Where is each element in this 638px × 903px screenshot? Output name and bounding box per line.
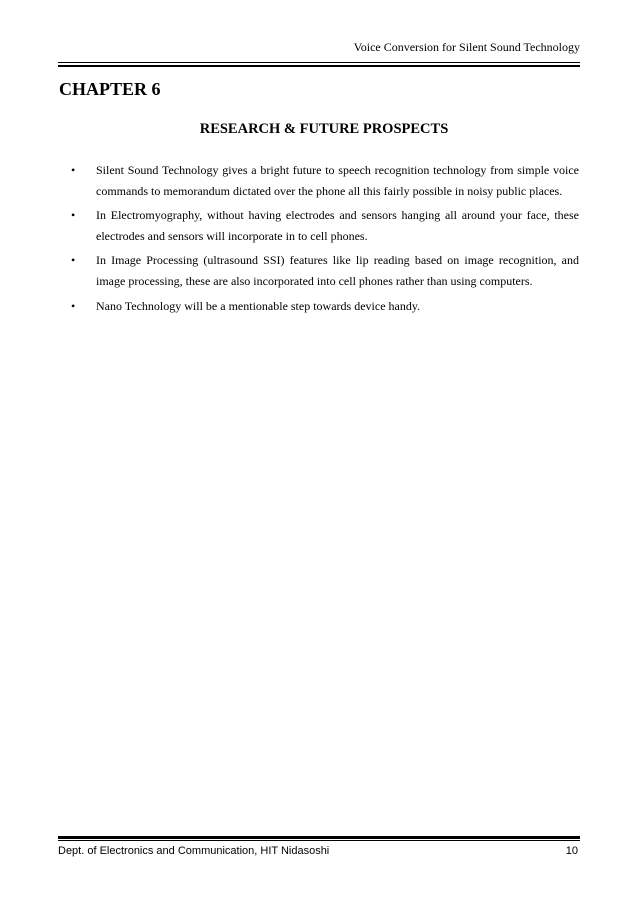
bullet-icon: • xyxy=(71,298,76,313)
bullet-text: In Image Processing (ultrasound SSI) features like lip reading based on image recognition, and image processing, these are also incorporated into cell phones rather than using computers. xyxy=(96,253,579,288)
header-rule-thin xyxy=(58,62,580,63)
footer-department: Dept. of Electronics and Communication, HIT Nidasoshi xyxy=(58,845,330,857)
footer-rule-thick xyxy=(58,836,580,839)
page-number: 10 xyxy=(565,845,578,857)
bullet-icon: • xyxy=(71,253,76,268)
header-rule-thick xyxy=(58,65,580,67)
bullet-item xyxy=(70,205,579,246)
bullet-item xyxy=(70,250,579,291)
bullet-item xyxy=(70,296,579,317)
bullet-text: Nano Technology will be a mentionable step towards device handy. xyxy=(96,298,421,313)
bullet-list xyxy=(70,160,579,320)
bullet-text: Silent Sound Technology gives a bright future to speech recognition technology from simple voice commands to memorandum dictated over the phone all this fairly possible in noisy public places. xyxy=(96,163,579,198)
bullet-icon: • xyxy=(71,163,76,177)
chapter-title: CHAPTER 6 xyxy=(59,79,161,99)
footer-rule-thin xyxy=(58,840,580,841)
section-title: RESEARCH & FUTURE PROSPECTS xyxy=(199,121,449,137)
bullet-item xyxy=(70,160,579,201)
bullet-icon: • xyxy=(71,208,76,223)
running-header: Voice Conversion for Silent Sound Technology xyxy=(353,40,580,54)
bullet-text: In Electromyography, without having electrodes and sensors hanging all around your face, these electrodes and sensors will incorporate in to cell phones. xyxy=(96,208,579,243)
